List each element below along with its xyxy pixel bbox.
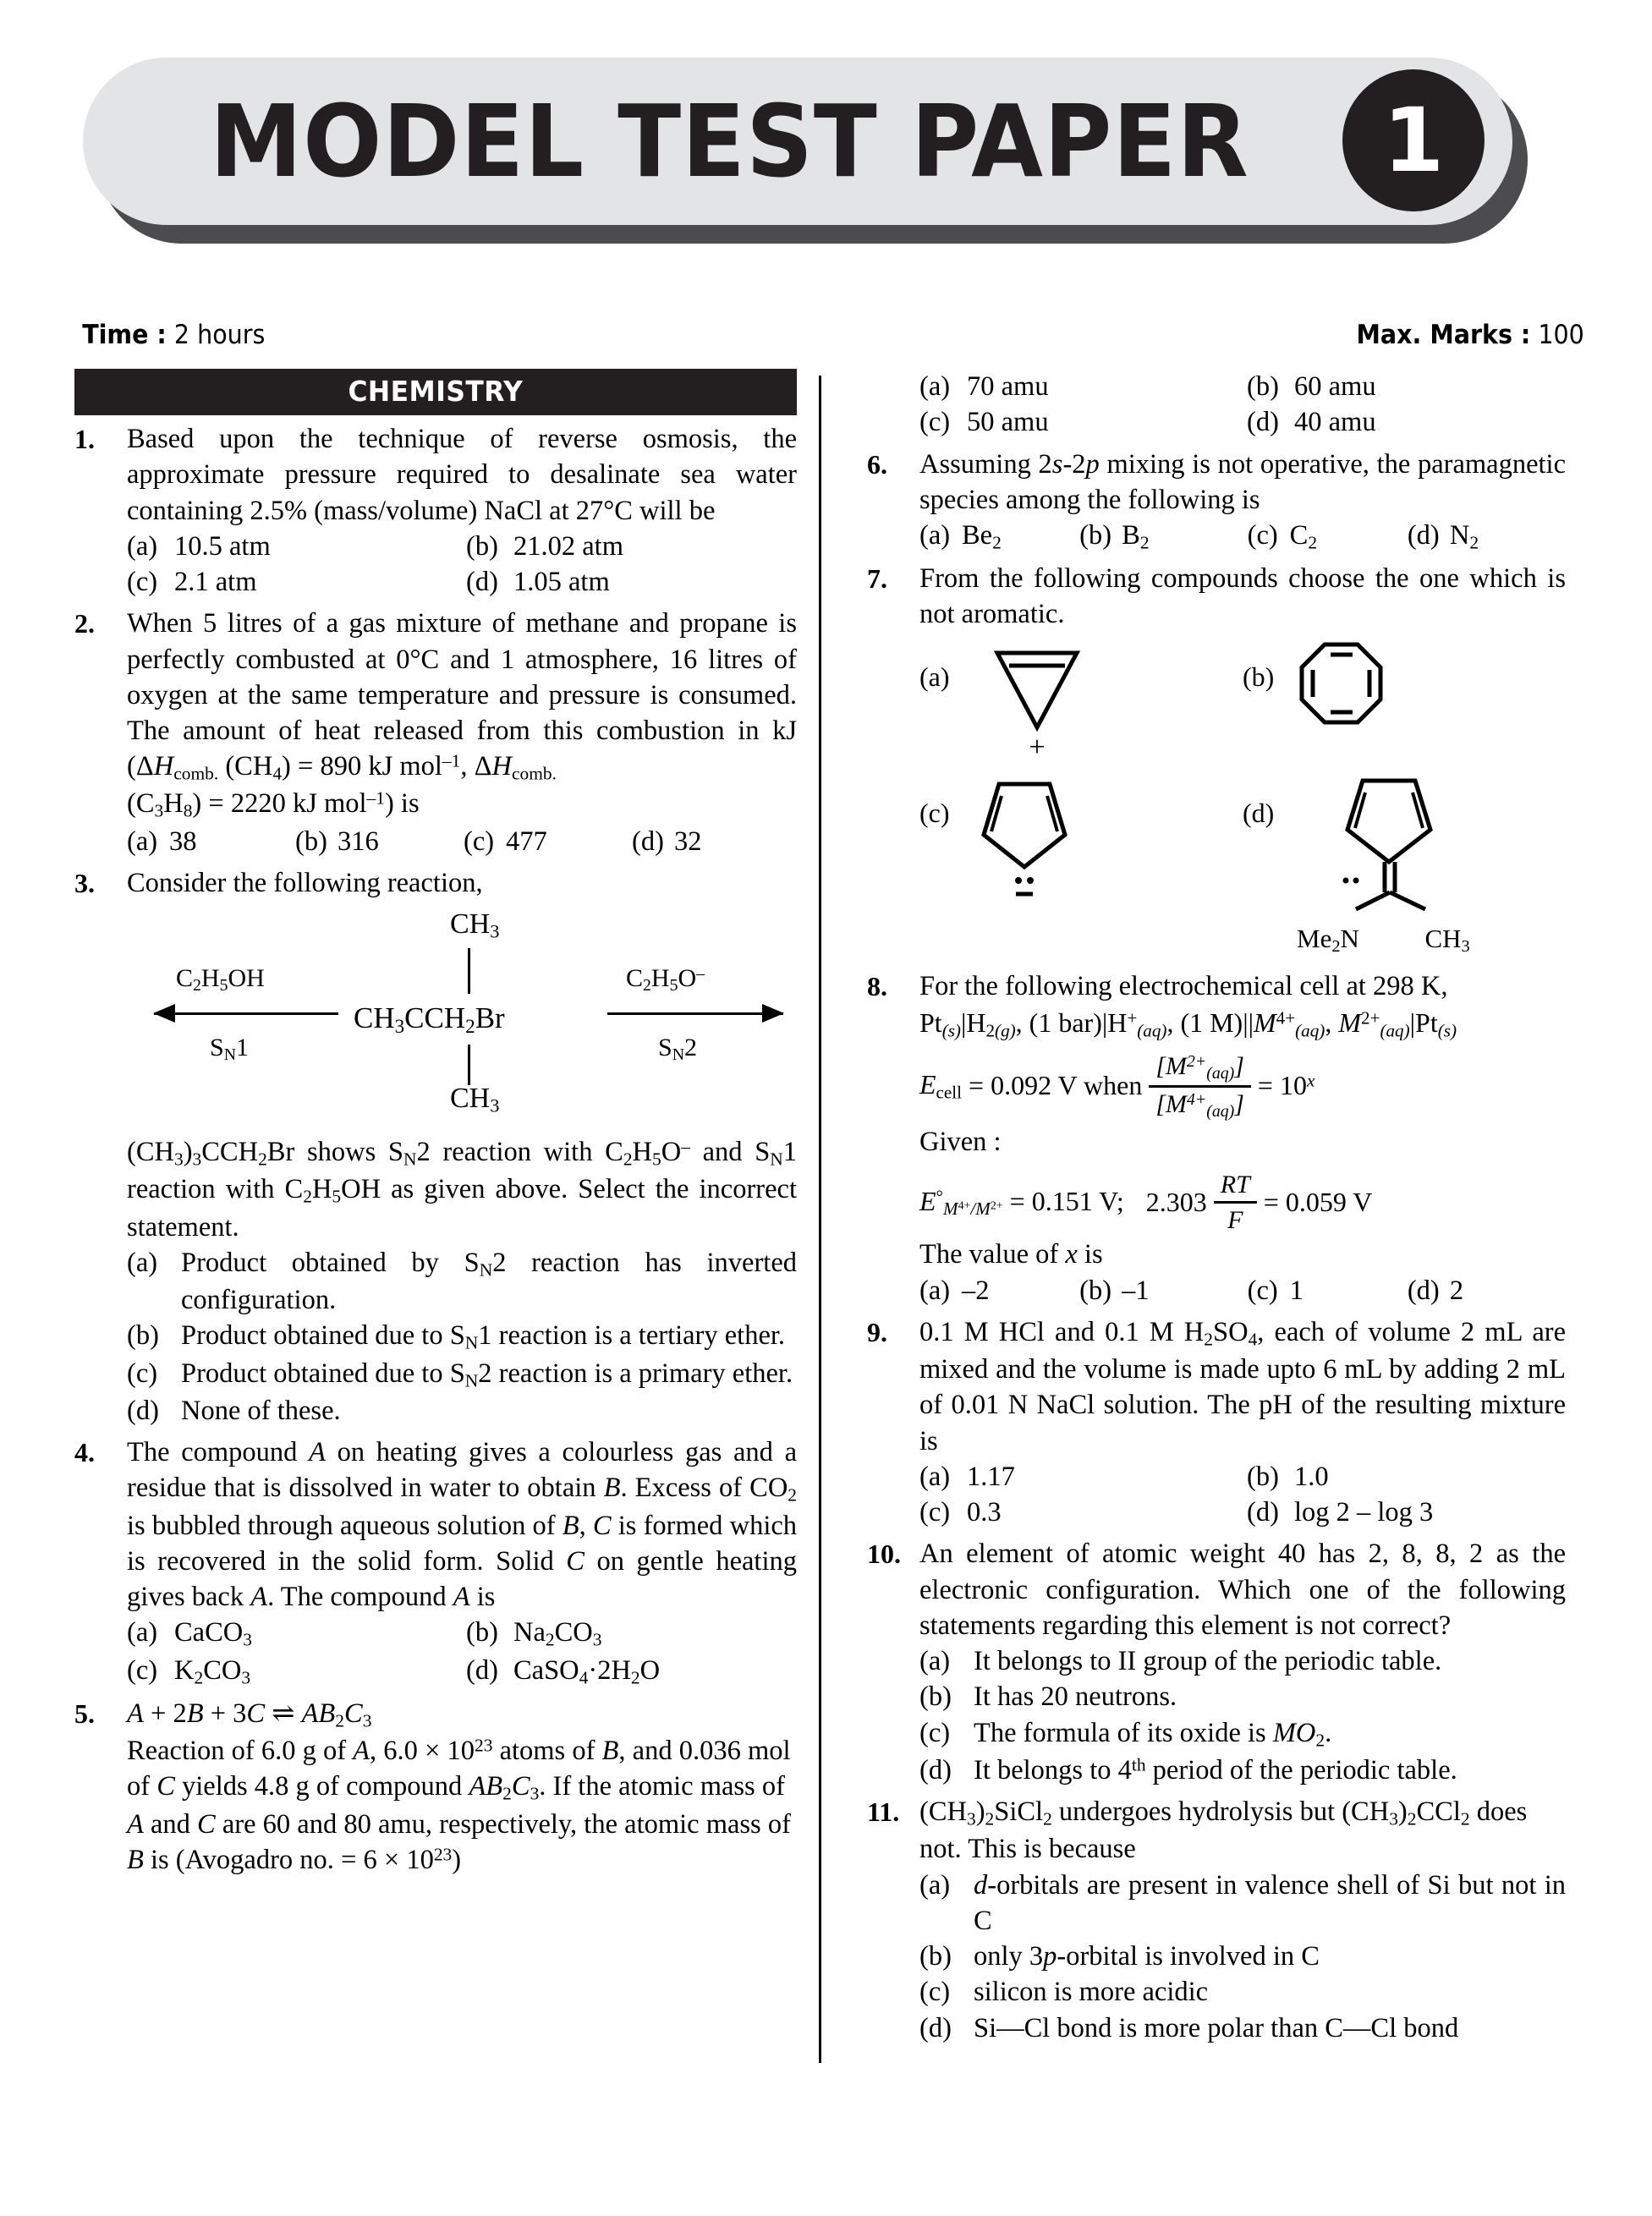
option-key: (d) (1247, 407, 1279, 438)
structure-option-c[interactable] (919, 774, 1243, 958)
option-c[interactable] (919, 1495, 1238, 1530)
question-5-options (867, 369, 1566, 441)
option-d[interactable] (1247, 404, 1566, 440)
option-c[interactable] (1248, 1273, 1406, 1308)
option-value: 50 amu (967, 407, 1049, 438)
structure-option-grid (919, 638, 1566, 958)
nernst-constant: 2.303 (1145, 1187, 1207, 1218)
option-list (127, 1245, 797, 1429)
question-number: 7. (867, 563, 887, 595)
option-key: (c) (464, 826, 495, 857)
question-9 (867, 1314, 1566, 1530)
ecell-equation (919, 1050, 1566, 1122)
option-value: 2 (1449, 1275, 1464, 1306)
left-arrow-icon (154, 1012, 338, 1015)
option-key: (d) (1247, 1497, 1279, 1528)
scheme-left-reagent: $C_2H_5OH$ (176, 964, 265, 996)
option-value: 40 amu (1294, 407, 1376, 438)
question-number: 11. (867, 1796, 900, 1828)
option-key: (b) (1079, 520, 1112, 551)
option-key: (b) (919, 1681, 952, 1713)
option-a[interactable] (919, 518, 1078, 555)
question-2 (74, 606, 797, 859)
question-number: 10. (867, 1539, 901, 1570)
structure-option-d[interactable] (1243, 774, 1566, 958)
option-key: (d) (632, 826, 664, 857)
scheme-bottom-methyl: $CH_3$ (450, 1083, 500, 1116)
option-value: 60 amu (1294, 371, 1376, 402)
option-a[interactable] (919, 1273, 1078, 1308)
question-4 (74, 1434, 797, 1690)
option-value: $Be_2$ (962, 520, 1002, 553)
option-list (127, 1615, 797, 1689)
option-c[interactable] (127, 1653, 458, 1690)
option-key: (a) (919, 1869, 951, 1901)
option-value: –2 (962, 1275, 990, 1306)
scheme-top-methyl: $CH_3$ (450, 908, 500, 942)
option-value: 1.05 atm (513, 567, 610, 597)
option-b[interactable] (1079, 518, 1246, 555)
option-value: 1 (1289, 1275, 1303, 1306)
cyclopentadienyl-anion-icon (974, 774, 1075, 923)
option-key: (a) (127, 826, 158, 857)
option-list (919, 1868, 1566, 2046)
structure-option-b[interactable] (1243, 638, 1566, 774)
scheme-bond-bottom (468, 1045, 470, 1085)
option-key: (d) (466, 1654, 498, 1686)
question-3 (74, 865, 797, 1429)
right-column (821, 369, 1566, 2063)
question-columns (74, 369, 1578, 2063)
question-8 (867, 968, 1566, 1308)
question-text: Consider the following reaction, (127, 867, 483, 898)
ecell-value: = 0.092 V when (969, 1070, 1143, 1101)
concentration-ratio (1149, 1050, 1251, 1122)
option-value: 32 (674, 826, 702, 857)
option-b[interactable] (466, 529, 797, 564)
option-key: (b) (1243, 661, 1275, 692)
substituent-label-left: $Me_2N$ (1297, 924, 1359, 957)
option-key: (a) (919, 371, 951, 402)
option-key: (d) (1407, 1275, 1440, 1306)
option-c[interactable] (919, 404, 1238, 440)
option-key: (a) (919, 1461, 951, 1492)
scheme-left-mechanism: $S_N1$ (210, 1034, 249, 1065)
option-c[interactable] (127, 1356, 797, 1393)
option-b[interactable] (919, 1679, 1566, 1714)
option-value: It has 20 neutrons. (974, 1681, 1177, 1713)
option-key: (b) (1247, 371, 1279, 402)
option-a[interactable] (919, 1643, 1566, 1679)
option-a[interactable] (127, 1245, 797, 1318)
option-key: (d) (919, 2012, 952, 2043)
option-key: (a) (127, 1617, 158, 1648)
nernst-value: = 0.059 V (1263, 1187, 1373, 1218)
option-key: (d) (1407, 520, 1440, 551)
option-value: 0.3 (967, 1497, 1002, 1528)
subject-header (74, 369, 797, 415)
question-text: When 5 litres of a gas mixture of methane and propane is perfectly combusted at 0°C and 1 atmosphere, 16 litres of oxygen at the same temperature and pressure is consumed. The amount of heat released from this combustion in kJ ($\Delta H_{comb.}$ $(CH_4) = 890$ kJ mol$^{-1}$, $\Delta H_{comb.}$ (127, 608, 797, 784)
option-c[interactable] (127, 564, 458, 600)
scheme-center-formula: $CH_3CCH_2Br$ (354, 1001, 505, 1037)
option-list (919, 1643, 1566, 1788)
option-value: It belongs to 4th period of the periodic table. (974, 1754, 1457, 1785)
question-10 (867, 1536, 1566, 1788)
option-key: (c) (127, 1654, 158, 1686)
option-value: $Na_2CO_3$ (513, 1617, 602, 1650)
option-d[interactable] (1247, 1495, 1566, 1530)
question-11 (867, 1794, 1566, 2046)
f-denominator: F (1227, 1206, 1243, 1235)
question-7 (867, 561, 1566, 958)
option-d[interactable] (466, 564, 797, 600)
question-text-cont: $(C_3H_8) = 2220$ kJ mol$^{-1}$) is (127, 787, 420, 821)
page-title: MODEL TEST PAPER (210, 83, 1249, 200)
option-key: (c) (919, 1717, 951, 1748)
scheme-right-mechanism: $S_N2$ (658, 1034, 697, 1065)
question-number: 2. (74, 608, 95, 639)
option-key: (c) (1247, 520, 1278, 551)
option-value: d-orbitals are present in valence shell of Si but not in C (974, 1869, 1566, 1936)
question-number-spacer (867, 369, 919, 441)
option-key: (d) (127, 1395, 159, 1426)
option-value: 38 (169, 826, 197, 857)
option-b[interactable] (1247, 369, 1566, 404)
question-number: 4. (74, 1437, 95, 1468)
option-list (127, 824, 797, 859)
option-list (127, 529, 797, 601)
option-value: 21.02 atm (513, 530, 623, 562)
option-value: Product obtained due to $S_N1$ reaction is a tertiary ether. (181, 1320, 786, 1353)
option-d[interactable] (1408, 1273, 1566, 1308)
option-value: $CaSO_4\cdot 2H_2O$ (513, 1654, 661, 1687)
option-a[interactable] (919, 1868, 1566, 1939)
option-key: (d) (466, 567, 498, 597)
option-key: (c) (919, 1497, 951, 1528)
option-key: (c) (919, 1977, 951, 2008)
option-value: –1 (1122, 1275, 1150, 1306)
option-list (919, 369, 1566, 441)
option-key: (b) (919, 1941, 952, 1972)
option-value: $B_2$ (1122, 520, 1150, 553)
option-key: (b) (295, 826, 327, 857)
option-a[interactable] (919, 1459, 1238, 1495)
option-b[interactable] (919, 1939, 1566, 1974)
option-value: log 2 – log 3 (1294, 1497, 1434, 1528)
option-key: (a) (919, 661, 950, 692)
question-number: 6. (867, 448, 887, 480)
given-label: Given : (919, 1127, 1002, 1158)
option-key: (a) (919, 1275, 951, 1306)
banner-body (83, 58, 1512, 225)
question-equation: A + 2B + 3C ⇌ $AB_2C_3$ (127, 1698, 372, 1731)
option-d[interactable] (919, 2010, 1566, 2046)
option-c[interactable] (1248, 518, 1406, 555)
option-d[interactable] (466, 1653, 797, 1690)
ecell-symbol: $E_{cell}$ (919, 1069, 963, 1103)
option-value: It belongs to II group of the periodic table. (974, 1646, 1442, 1677)
option-key: (a) (127, 530, 158, 562)
option-value: $K_2CO_3$ (174, 1654, 251, 1687)
option-value: 2.1 atm (174, 567, 257, 597)
cell-notation: $Pt_{(s)}|H_{2(g)}$, (1 $bar)|H^+_{(aq)}$, (1 $M)||M^{4+}_{(aq)}$, $M^{2+}_{(aq)}|Pt_{(s)}$ (919, 1007, 1457, 1041)
paper-number-badge: 1 (1342, 69, 1485, 211)
option-value: Product obtained due to $S_N2$ reaction is a primary ether. (181, 1358, 793, 1391)
option-b[interactable] (466, 1615, 797, 1652)
given-values (919, 1168, 1566, 1237)
option-c[interactable] (464, 824, 628, 859)
option-d[interactable] (1408, 518, 1566, 555)
rt-numerator: RT (1220, 1171, 1250, 1199)
option-value: $C_2$ (1289, 520, 1318, 553)
substituent-label-right: $CH_3$ (1424, 924, 1470, 957)
scheme-right-reagent: $C_2H_5O^-$ (626, 964, 705, 996)
option-value: 70 amu (967, 371, 1049, 402)
option-b[interactable] (127, 1318, 797, 1355)
option-key: (d) (1243, 797, 1275, 828)
question-number: 1. (74, 424, 95, 454)
option-value: $N_2$ (1449, 520, 1479, 553)
exam-meta-row (74, 320, 1598, 350)
question-5 (74, 1696, 797, 1878)
scheme-bond-top (468, 948, 470, 994)
option-key: (d) (919, 1754, 952, 1785)
option-d[interactable] (632, 824, 797, 859)
left-column (74, 369, 819, 2063)
question-number: 8. (867, 970, 887, 1001)
svg-text:+: + (1029, 731, 1046, 763)
question-number: 3. (74, 867, 95, 898)
option-list (919, 1273, 1566, 1308)
question-text: 0.1 M HCl and 0.1 M $H_2SO_4$, each of volume 2 mL are mixed and the volume is made upto 6 mL by adding 2 mL of 0.01 N NaCl solution. The pH of the resulting mixture is (919, 1316, 1567, 1456)
question-number: 5. (74, 1698, 95, 1729)
option-value: silicon is more acidic (974, 1977, 1209, 2008)
max-marks-info (1357, 320, 1584, 350)
question-text: Assuming 2s-2p mixing is not operative, the paramagnetic species among the following is (919, 448, 1566, 515)
question-text: An element of atomic weight 40 has 2, 8, 8, 2 as the electronic configuration. Which one of the following statements regarding this element is not correct? (919, 1539, 1566, 1641)
option-key: (b) (466, 1617, 498, 1648)
option-key: (a) (919, 1646, 951, 1677)
option-c[interactable] (919, 1974, 1566, 2010)
option-value: 1.0 (1294, 1461, 1329, 1492)
cyclopropenyl-cation-icon (974, 638, 1100, 774)
option-a[interactable] (127, 1615, 458, 1652)
option-value: 316 (338, 826, 379, 857)
option-key: (a) (919, 520, 951, 551)
cyclooctatetraene-icon (1297, 638, 1390, 774)
option-key: (c) (127, 1358, 158, 1389)
option-value: 10.5 atm (174, 530, 271, 562)
option-key: (b) (1247, 1461, 1279, 1492)
value-prompt: The value of x is (919, 1239, 1103, 1270)
right-arrow-icon (607, 1012, 783, 1015)
option-key: (b) (466, 530, 498, 562)
time-value: 2 hours (173, 320, 266, 350)
max-marks-value: 100 (1538, 320, 1584, 350)
option-value: The formula of its oxide is $MO_2$. (974, 1717, 1332, 1751)
option-key: (c) (1247, 1275, 1278, 1306)
standard-potential: $E^\circ_{M^{4+}/M^{2+}} = 0.151$ V; (919, 1186, 1124, 1220)
option-key: (b) (127, 1320, 159, 1352)
reaction-scheme-diagram (127, 904, 797, 1133)
option-a[interactable] (919, 369, 1238, 404)
option-key: (a) (127, 1247, 158, 1278)
option-list (919, 518, 1566, 555)
option-d[interactable] (127, 1393, 797, 1429)
option-key: (c) (127, 567, 158, 597)
question-1 (74, 421, 797, 600)
option-value: 477 (506, 826, 547, 857)
question-text-cont: $(CH_3)_3CCH_2Br$ shows $S_N2$ reaction with $C_2H_5O^-$ and $S_N1$ reaction with $C_2H_5OH$ as given above. Select the incorrect statement. (127, 1136, 797, 1242)
question-text: $(CH_3)_2SiCl_2$ undergoes hydrolysis but $(CH_3)_2CCl_2$ does not. This is because (919, 1796, 1528, 1865)
option-key: (b) (1079, 1275, 1112, 1306)
question-6 (867, 447, 1566, 556)
dimethylamino-methylidene-cyclopentadiene-icon (1297, 774, 1508, 958)
option-value: 1.17 (967, 1461, 1015, 1492)
max-marks-label: Max. Marks : (1356, 320, 1531, 350)
option-a[interactable] (127, 529, 458, 564)
option-value: Product obtained by $S_N2$ reaction has inverted configuration. (181, 1247, 798, 1316)
time-info (82, 320, 265, 350)
option-value: CaCO$_3$ (174, 1617, 252, 1650)
option-b[interactable] (295, 824, 460, 859)
time-label: Time : (82, 320, 167, 350)
question-text: Based upon the technique of reverse osmosis, the approximate pressure required to desalinate sea water containing 2.5% (mass/volume) NaCl at 27°C will be (127, 424, 797, 526)
ratio-numerator: $[M^{2+}_{(aq)}]$ (1155, 1051, 1244, 1083)
subject-label: CHEMISTRY (348, 375, 524, 408)
option-key: (c) (919, 797, 950, 828)
option-b[interactable] (1079, 1273, 1246, 1308)
option-c[interactable] (919, 1715, 1566, 1753)
option-value: None of these. (181, 1395, 341, 1426)
option-value: only 3p-orbital is involved in C (974, 1941, 1320, 1972)
option-key: (c) (919, 407, 951, 438)
option-value: Si—Cl bond is more polar than C—Cl bond (974, 2012, 1459, 2043)
question-text: Reaction of 6.0 g of A, $6.0 \times 10^{23}$ atoms of B, and 0.036 mol of C yields 4.8 g of compound $AB_2C_3$. If the atomic mass of A and C are 60 and 80 amu, respectively, the atomic mass of B is (Avogadro no. = $6 \times 10^{23}$) (127, 1735, 791, 1875)
ratio-denominator: $[M^{4+}_{(aq)}]$ (1155, 1089, 1244, 1121)
option-list (919, 1459, 1566, 1531)
option-b[interactable] (1247, 1459, 1566, 1495)
question-number: 9. (867, 1316, 887, 1347)
question-text: The compound A on heating gives a colourless gas and a residue that is dissolved in water to obtain B. Excess of $CO_2$ is bubbled through aqueous solution of B, C is formed which is recovered in the solid form. Solid C on gentle heating gives back A. The compound A is (127, 1437, 798, 1613)
exam-paper-page (0, 51, 1652, 2216)
rt-over-f (1214, 1168, 1257, 1237)
ratio-result: = $10^x$ (1257, 1070, 1315, 1101)
option-a[interactable] (127, 824, 292, 859)
header-banner (74, 51, 1578, 304)
question-text: From the following compounds choose the one which is not aromatic. (919, 563, 1566, 630)
option-d[interactable] (919, 1753, 1566, 1788)
structure-option-a[interactable] (919, 638, 1243, 774)
question-text: For the following electrochemical cell at 298 K, (919, 970, 1448, 1001)
